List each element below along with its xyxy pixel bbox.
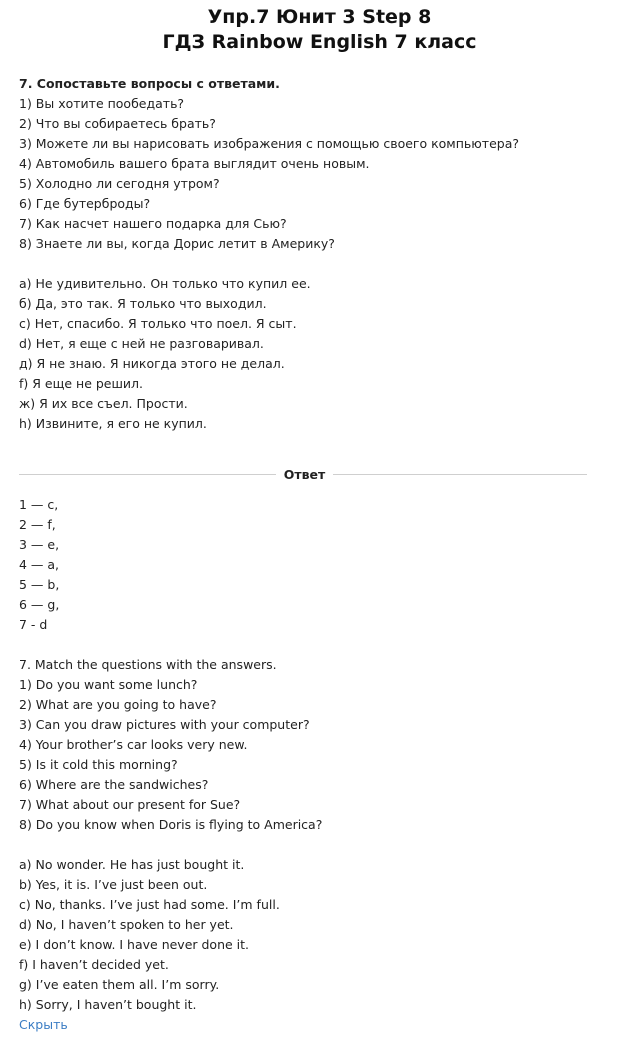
task-ru-question: 8) Знаете ли вы, когда Дорис летит в Америку?: [19, 236, 335, 251]
task-en-question: 2) What are you going to have?: [19, 697, 217, 712]
task-en-answer: a) No wonder. He has just bought it.: [19, 857, 245, 872]
task-ru-question: 7) Как насчет нашего подарка для Сью?: [19, 216, 287, 231]
task-en-question: 3) Can you draw pictures with your computer?: [19, 717, 310, 732]
task-en-question: 8) Do you know when Doris is flying to America?: [19, 817, 323, 832]
answer-match: 3 — e,: [19, 537, 60, 552]
answer-match: 4 — a,: [19, 557, 60, 572]
task-en-question: 5) Is it cold this morning?: [19, 757, 178, 772]
task-en-question: 4) Your brother’s car looks very new.: [19, 737, 248, 752]
page-title: Упр.7 Юнит 3 Step 8: [207, 6, 432, 28]
answer-match: 6 — g,: [19, 597, 60, 612]
divider-left: [19, 474, 276, 475]
task-ru-question: 3) Можете ли вы нарисовать изображения с помощью своего компьютера?: [19, 136, 519, 151]
task-ru-answer: ж) Я их все съел. Прости.: [19, 396, 188, 411]
task-ru-question: 2) Что вы собираетесь брать?: [19, 116, 216, 131]
hide-link[interactable]: Скрыть: [19, 1017, 68, 1032]
task-ru-answer: а) Не удивительно. Он только что купил ее.: [19, 276, 311, 291]
answer-match: 5 — b,: [19, 577, 60, 592]
task-ru-answer: h) Извините, я его не купил.: [19, 416, 207, 431]
task-en-answer: h) Sorry, I haven’t bought it.: [19, 997, 197, 1012]
divider-right: [333, 474, 587, 475]
task-en-answer: c) No, thanks. I’ve just had some. I’m full.: [19, 897, 280, 912]
page-subtitle: ГДЗ Rainbow English 7 класс: [162, 31, 477, 53]
task-en-answer: g) I’ve eaten them all. I’m sorry.: [19, 977, 220, 992]
task-en-answer: e) I don’t know. I have never done it.: [19, 937, 250, 952]
answer-match: 7 - d: [19, 617, 48, 632]
task-ru-answer: d) Нет, я еще с ней не разговаривал.: [19, 336, 264, 351]
task-en-question: 6) Where are the sandwiches?: [19, 777, 209, 792]
task-ru-answer: f) Я еще не решил.: [19, 376, 144, 391]
task-en-question: 7) What about our present for Sue?: [19, 797, 241, 812]
task-ru-question: 6) Где бутерброды?: [19, 196, 151, 211]
task-ru-question: 5) Холодно ли сегодня утром?: [19, 176, 220, 191]
task-ru-question: 4) Автомобиль вашего брата выглядит очень новым.: [19, 156, 370, 171]
task-ru-answer: д) Я не знаю. Я никогда этого не делал.: [19, 356, 285, 371]
task-ru-answer: c) Нет, спасибо. Я только что поел. Я сыт.: [19, 316, 297, 331]
task-en-answer: d) No, I haven’t spoken to her yet.: [19, 917, 234, 932]
task-ru-question: 1) Вы хотите пообедать?: [19, 96, 185, 111]
task-ru-answer: б) Да, это так. Я только что выходил.: [19, 296, 267, 311]
task-en-question: 1) Do you want some lunch?: [19, 677, 198, 692]
task-en-answer: b) Yes, it is. I’ve just been out.: [19, 877, 208, 892]
answer-match: 1 — c,: [19, 497, 59, 512]
task-ru-heading: 7. Сопоставьте вопросы с ответами.: [19, 76, 280, 91]
task-en-heading: 7. Match the questions with the answers.: [19, 657, 277, 672]
answer-heading: Ответ: [283, 467, 326, 482]
task-en-answer: f) I haven’t decided yet.: [19, 957, 169, 972]
answer-match: 2 — f,: [19, 517, 56, 532]
